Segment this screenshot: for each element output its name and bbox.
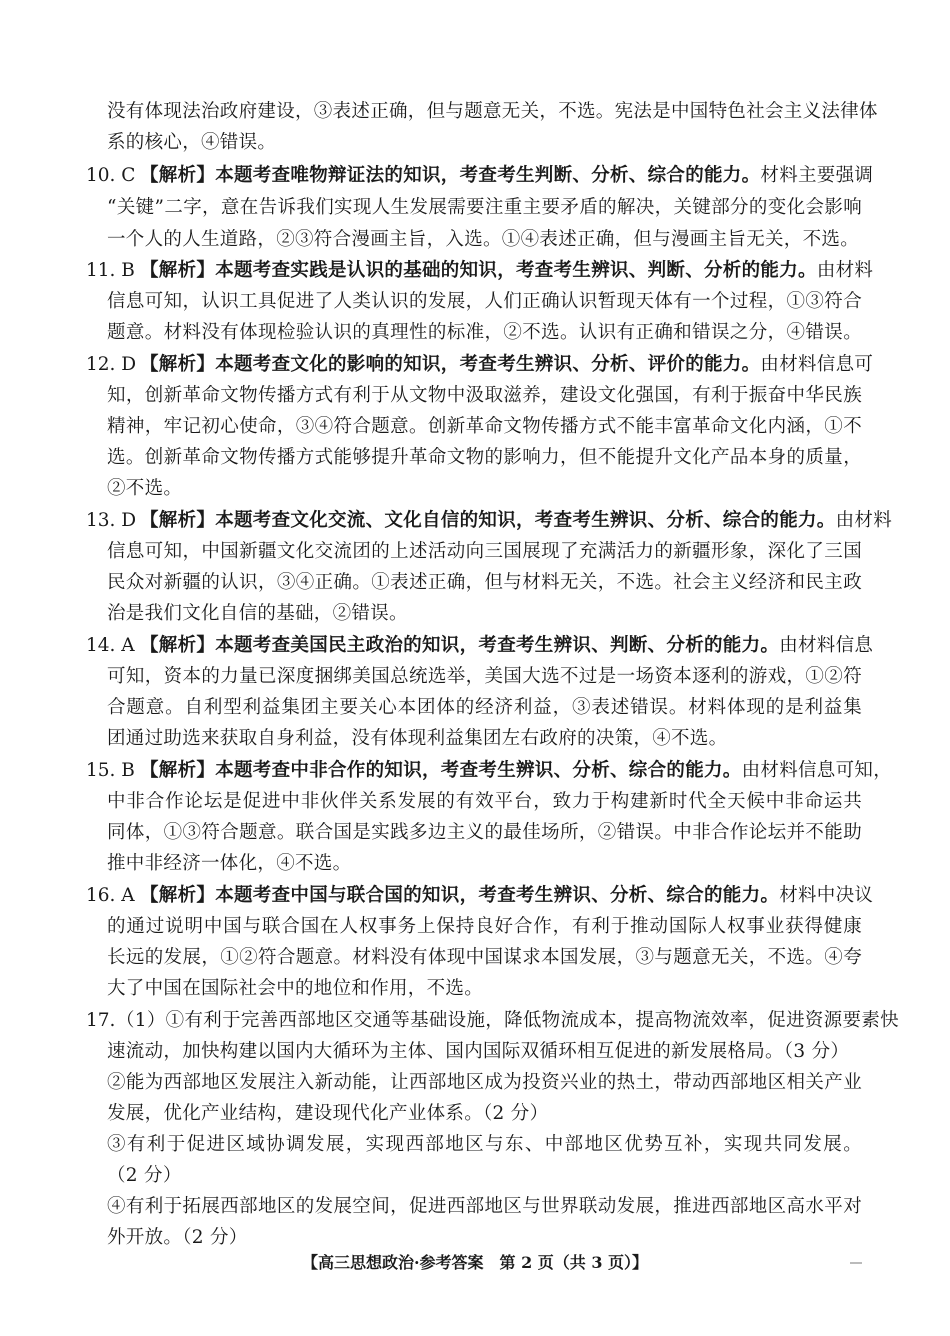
analysis-line: ②不选。 (107, 478, 183, 499)
question-number: 11. B (86, 260, 135, 281)
analysis-line: 长远的发展，①②符合题意。材料没有体现中国谋求本国发展，③与题意无关，不选。④夸 (107, 947, 862, 968)
analysis-line: 合题意。自利型利益集团主要关心本团体的经济利益，③表述错误。材料体现的是利益集 (107, 697, 862, 718)
question-number: 17. (86, 1010, 116, 1031)
analysis-line: 知，创新革命文物传播方式有利于从文物中汲取滋养，建设文化强国，有利于振奋中华民族 (107, 385, 862, 406)
intro-line: 系的核心，④错误。 (107, 132, 277, 153)
intro-line: 没有体现法治政府建设，③表述正确，但与题意无关，不选。宪法是中国特色社会主义法律体 (107, 101, 878, 122)
question-number: 14. A (86, 635, 135, 656)
analysis-line: 团通过助选来获取自身利益，没有体现利益集团左右政府的决策，④不选。 (107, 728, 728, 749)
analysis-line: 信息可知，中国新疆文化交流团的上述活动向三国展现了充满活力的新疆形象，深化了三国 (107, 541, 862, 562)
analysis-text: 由材料 (835, 510, 893, 531)
analysis-tag: 【解析】本题考查中非合作的知识，考查考生辨识、分析、综合的能力。 (140, 760, 742, 781)
question-number: 13. D (86, 510, 137, 531)
question-first-line (140, 759, 893, 783)
answer-line: （2 分） (107, 1165, 182, 1186)
analysis-tag: 【解析】本题考查实践是认识的基础的知识，考查考生辨识、判断、分析的能力。 (140, 260, 817, 281)
question-first-line (140, 634, 874, 658)
question-number: 16. A (86, 885, 135, 906)
analysis-line: 推中非经济一体化，④不选。 (107, 853, 352, 874)
scan-mark (850, 1262, 862, 1264)
analysis-line: 的通过说明中国与联合国在人权事务上保持良好合作，有利于推动国际人权事业获得健康 (107, 916, 862, 937)
analysis-line: 题意。材料没有体现检验认识的真理性的标准，②不选。认识有正确和错误之分，④错误。 (107, 322, 862, 343)
analysis-line: 一个人的人生道路，②③符合漫画主旨，入选。①④表述正确，但与漫画主旨无关，不选。 (107, 229, 860, 250)
question-number: 15. B (86, 760, 135, 781)
answer-line: ②能为西部地区发展注入新动能，让西部地区成为投资兴业的热土，带动西部地区相关产业 (107, 1072, 862, 1093)
analysis-line: 选。创新革命文物传播方式能够提升革命文物的影响力，但不能提升文化产品本身的质量， (107, 447, 862, 468)
question-number: 12. D (86, 354, 137, 375)
analysis-line: 中非合作论坛是促进中非伙伴关系发展的有效平台，致力于构建新时代全天候中非命运共 (107, 791, 862, 812)
analysis-line: 民众对新疆的认识，③④正确。①表述正确，但与材料无关，不选。社会主义经济和民主政 (107, 572, 862, 593)
answer-line: 发展，优化产业结构，建设现代化产业体系。（2 分） (107, 1103, 549, 1124)
page-footer: 【高三思想政治·参考答案 第 2 页（共 3 页）】 (301, 1253, 649, 1272)
question-first-line (140, 509, 893, 533)
analysis-text: 由材料信息可知， (741, 760, 893, 781)
analysis-tag: 【解析】本题考查中国与联合国的知识，考查考生辨识、分析、综合的能力。 (140, 885, 780, 906)
analysis-line: 可知，资本的力量已深度捆绑美国总统选举，美国大选不过是一场资本逐利的游戏，①②符 (107, 666, 862, 687)
analysis-text: 材料主要强调 (760, 165, 874, 186)
analysis-line: 精神，牢记初心使命，③④符合题意。创新革命文物传播方式不能丰富革命文化内涵，①不 (107, 416, 862, 437)
analysis-line: 治是我们文化自信的基础，②错误。 (107, 603, 408, 624)
analysis-text: 由材料信息 (779, 635, 874, 656)
analysis-tag: 【解析】本题考查唯物辩证法的知识，考查考生判断、分析、综合的能力。 (140, 165, 761, 186)
question-first-line (140, 164, 874, 188)
answer-line: ④有利于拓展西部地区的发展空间，促进西部地区与世界联动发展，推进西部地区高水平对 (107, 1196, 862, 1217)
analysis-text: 材料中决议 (779, 885, 874, 906)
analysis-tag: 【解析】本题考查文化交流、文化自信的知识，考查考生辨识、分析、综合的能力。 (140, 510, 836, 531)
analysis-line: “关键”二字，意在告诉我们实现人生发展需要注重主要矛盾的解决，关键部分的变化会影响 (107, 197, 862, 218)
analysis-line: 同体，①③符合题意。联合国是实践多边主义的最佳场所，②错误。中非合作论坛并不能助 (107, 822, 862, 843)
question-first-line (140, 259, 874, 283)
question-first-line (140, 884, 874, 908)
analysis-text: 由材料 (816, 260, 874, 281)
question-first-line (140, 353, 874, 377)
analysis-line: 大了中国在国际社会中的地位和作用，不选。 (107, 978, 484, 999)
answer-line: 速流动，加快构建以国内大循环为主体、国内国际双循环相互促进的新发展格局。（3 分） (107, 1041, 850, 1062)
analysis-tag: 【解析】本题考查美国民主政治的知识，考查考生辨识、判断、分析的能力。 (140, 635, 780, 656)
answer-line: （1）①有利于完善西部地区交通等基础设施，降低物流成本，提高物流效率，促进资源要素快 (116, 1010, 899, 1031)
answer-line: ③有利于促进区域协调发展，实现西部地区与东、中部地区优势互补，实现共同发展。 (107, 1134, 862, 1155)
answer-line: 外开放。（2 分） (107, 1227, 248, 1248)
analysis-line: 信息可知，认识工具促进了人类认识的发展，人们正确认识暂现天体有一个过程，①③符合 (107, 291, 862, 312)
analysis-tag: 【解析】本题考查文化的影响的知识，考查考生辨识、分析、评价的能力。 (140, 354, 761, 375)
analysis-text: 由材料信息可 (760, 354, 874, 375)
question-number: 10. C (86, 165, 136, 186)
